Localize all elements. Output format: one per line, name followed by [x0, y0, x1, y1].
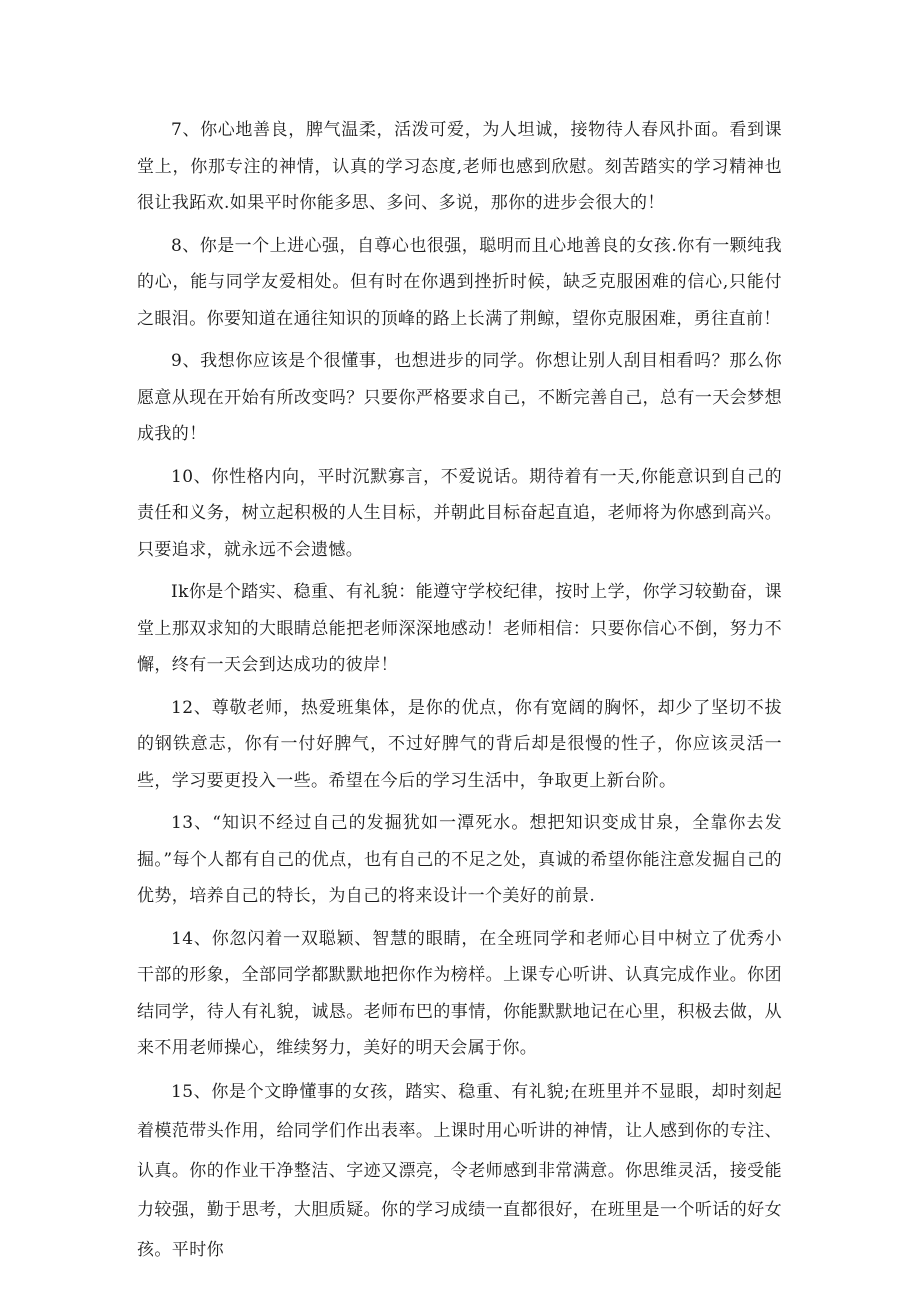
comment-paragraph-9: 9、我想你应该是个很懂事，也想进步的同学。你想让别人刮目相看吗？那么你愿意从现在开始有所改变吗？只要你严格要求自己，不断完善自己，总有一天会梦想成我的！ — [137, 351, 782, 444]
comment-paragraph-11: Ik你是个踏实、稳重、有礼貌：能遵守学校纪律，按时上学，你学习较勤奋，课堂上那双求知的大眼睛总能把老师深深地感动！老师相信：只要你信心不倒，努力不懈，终有一天会到达成功的彼岸！ — [137, 582, 782, 675]
comment-paragraph-14: 14、你忽闪着一双聪颖、智慧的眼睛，在全班同学和老师心目中树立了优秀小干部的形象，全部同学都默默地把你作为榜样。上课专心听讲、认真完成作业。你团结同学，待人有礼貌，诚恳。老师布巴的事情，你能默默地记在心里，积极去做，从来不用老师操心，维续努力，美好的明天会属于你。 — [137, 928, 782, 1058]
document-body — [137, 112, 782, 1276]
comment-paragraph-7: 7、你心地善良，脾气温柔，活泼可爱，为人坦诚，接物待人春风扑面。看到课堂上，你那专注的神情，认真的学习态度,老师也感到欣慰。刻苦踏实的学习精神也很让我跖欢.如果平时你能多思、多问、多说，那你的进步会很大的！ — [137, 120, 782, 213]
comment-paragraph-13: 13、“知识不经过自己的发掘犹如一潭死水。想把知识变成甘泉，全靠你去发掘。”每个人都有自己的优点，也有自己的不足之处，真诚的希望你能注意发掘自己的优势，培养自己的特长，为自己的将来设计一个美好的前景. — [137, 813, 782, 906]
comment-paragraph-12: 12、尊敬老师，热爱班集体，是你的优点，你有宽阔的胸怀，却少了坚切不拔的钢铁意志，你有一付好脾气，不过好脾气的背后却是很慢的性子，你应该灵活一些，学习要更投入一些。希望在今后的学习生活中，争取更上新台阶。 — [137, 697, 782, 791]
comment-paragraph-15: 15、你是个文睁懂事的女孩，踏实、稳重、有礼貌;在班里并不显眼，却时刻起着模范带头作用，给同学们作出表率。上课时用心听讲的神情，让人感到你的专注、认真。你的作业干净整洁、字迹又漂亮，令老师感到非常满意。你思维灵活，接受能力较强，勤于思考，大胆质疑。你的学习成绩一直都很好，在班里是一个听话的好女孩。平时你 — [137, 1081, 782, 1260]
comment-paragraph-8: 8、你是一个上进心强，自尊心也很强，聪明而且心地善良的女孩.你有一颗纯我的心，能与同学友爱相处。但有时在你遇到挫折时候，缺乏克服困难的信心,只能付之眼泪。你要知道在通往知识的顶峰的路上长满了荆鲸，望你克服困难，勇往直前！ — [137, 235, 782, 329]
comment-paragraph-10: 10、你性格内向，平时沉默寡言，不爱说话。期待着有一天,你能意识到自己的责任和义务，树立起积极的人生目标，并朝此目标奋起直追，老师将为你感到高兴。只要追求，就永远不会遗憾。 — [137, 466, 782, 560]
